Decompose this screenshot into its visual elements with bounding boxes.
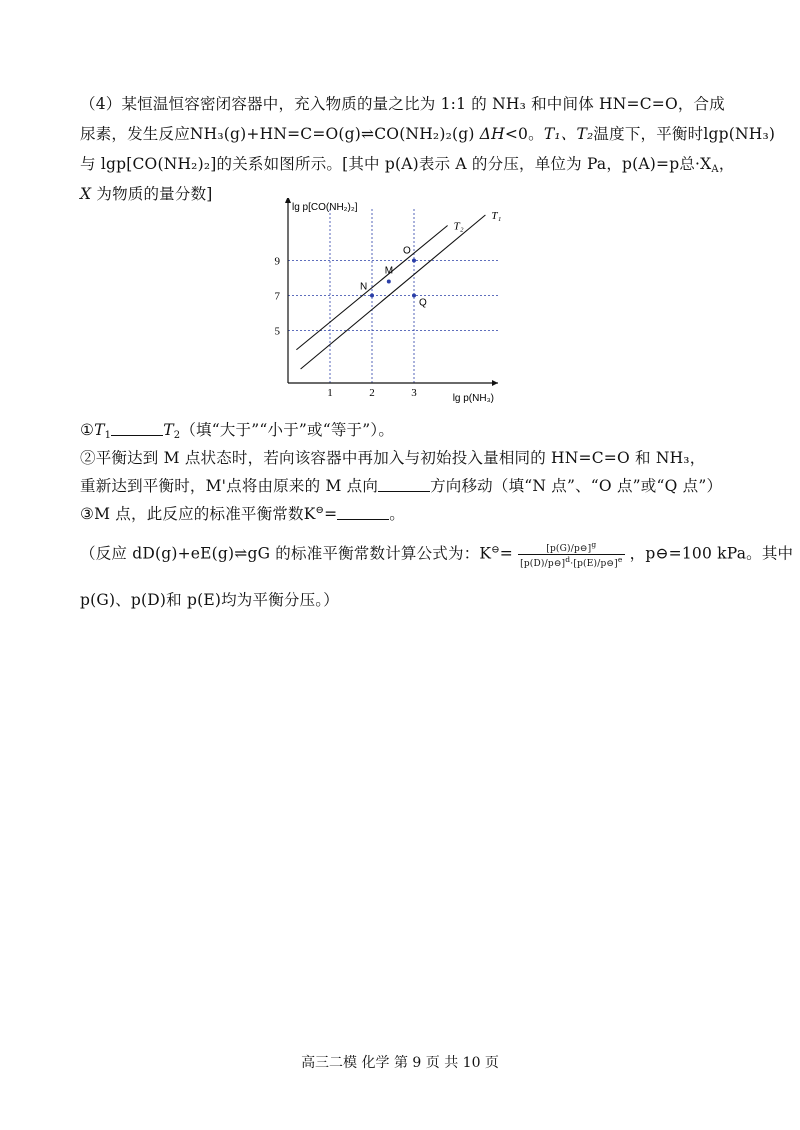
delta-h-sign: <0。 [504,125,544,143]
item-2-line-1: ②平衡达到 M 点状态时，若向该容器中再加入与初始投入量相同的 HN=C=O 和 NH₃， [80,449,706,467]
point-label-O: O [403,245,411,257]
answer-blank-2[interactable] [378,479,430,492]
series-label-2: T₁ [491,210,502,222]
temperatures: T₁、T₂ [543,125,594,143]
formula-note: p(G)、p(D)和 p(E)均为平衡分压。） [80,591,339,609]
point-M [387,280,391,284]
item-3-eq: = [324,505,338,523]
t1-symbol: T [94,421,105,439]
item-3: ③M 点，此反应的标准平衡常数K⊖= 。 [80,505,405,523]
series-label-1: T₂ [453,220,464,233]
k-fraction: $\frac{[p(G)/p⊖]^g}{[p(D)/p⊖]^d\cdot[p(E)/p⊖]^e}$ [520,540,623,569]
point-O [412,259,416,263]
item-3-end: 。 [389,505,405,523]
t2-symbol: T [163,421,174,439]
k-den-1-exp: d [565,555,571,564]
x-tick-3: 3 [411,387,417,399]
chart-grid [288,208,498,383]
line3-text: 与 lgp[CO(NH₂)₂]的关系如图所示。[其中 p(A)表示 A 的分压，单位为 Pa，p(A)=p总·X [80,155,712,173]
t2-sub: 2 [173,430,181,441]
y-tick-9: 9 [274,255,280,268]
item-1 [80,418,394,441]
x-tick-2: 2 [369,387,375,399]
answer-blank-1[interactable] [111,423,163,436]
chart-labels [275,202,502,404]
item-3-text: ③M 点，此反应的标准平衡常数K [80,505,316,523]
line4-text: 为物质的量分数] [91,185,213,203]
delta-h: ΔH [479,125,505,143]
k-den-2-exp: e [617,555,623,564]
item-1-hint: （填“大于”“小于”或“等于”）。 [180,421,395,439]
k-num-exp: g [591,540,597,549]
item-2-hint: 方向移动（填“N 点”、“O 点”或“Q 点”） [430,477,723,495]
formula-intro: （反应 dD(g)+eE(g)⇌gG 的标准平衡常数计算公式为：K [80,544,492,563]
y-tick-5: 5 [274,325,280,338]
k-den-2: [p(E)/p⊖] [573,559,618,569]
y-axis-label: lg p[CO(NH₂)₂] [292,202,358,213]
point-label-N: N [360,281,368,293]
answer-blank-3[interactable] [337,507,389,520]
point-N [370,294,374,298]
chart-lines [296,215,485,369]
k-den-1: [p(D)/p⊖] [520,559,566,569]
point-label-Q: Q [419,297,427,309]
formula-eq: = [499,544,513,563]
x-axis-label: lg p(NH₃) [452,393,494,404]
page-footer: 高三二模 化学 第 9 页 共 10 页 [301,1055,499,1071]
series-line-2 [301,215,486,369]
y-tick-7: 7 [274,290,280,303]
y-axis-arrow [285,198,291,203]
x-axis-arrow [492,380,498,386]
question-line-3 [80,152,735,175]
question-line-4 [80,182,213,204]
k-numerator: [p(G)/p⊖] [546,544,592,554]
x-var: X [80,185,92,203]
point-Q [412,294,416,298]
t1-sub: 1 [104,430,112,441]
point-label-M: M [384,265,394,277]
item-2-line-2 [80,474,722,496]
item-2-text: 重新达到平衡时，M'点将由原来的 M 点向 [80,477,379,495]
formula-line: （反应 dD(g)+eE(g)⇌gG 的标准平衡常数计算公式为：K⊖= $\frac{[p(G)/p⊖]^g}{[p(D)/p⊖]^d\cdot[p(E)/p⊖]^e}$ ，p⊖=100 kPa。其中 [80,540,794,569]
equilibrium-chart [268,198,508,408]
line3-sub: A [711,164,719,175]
question-line-1: （4）某恒温恒容密闭容器中，充入物质的量之比为 1:1 的 NH₃ 和中间体 HN=C=O，合成 [80,95,725,113]
x-tick-1: 1 [327,387,333,399]
series-line-1 [296,226,447,350]
question-line-2 [80,122,775,144]
line3-end: ， [718,155,735,173]
item-1-marker: ① [80,421,95,439]
line2-end: 温度下，平衡时lgp(NH₃) [593,125,776,143]
chart-axes [285,198,498,386]
formula-post: ，p⊖=100 kPa。其中 [629,544,794,563]
reaction-text: 尿素，发生反应NH₃(g)+HN=C=O(g)⇌CO(NH₂)₂(g) [80,125,480,143]
